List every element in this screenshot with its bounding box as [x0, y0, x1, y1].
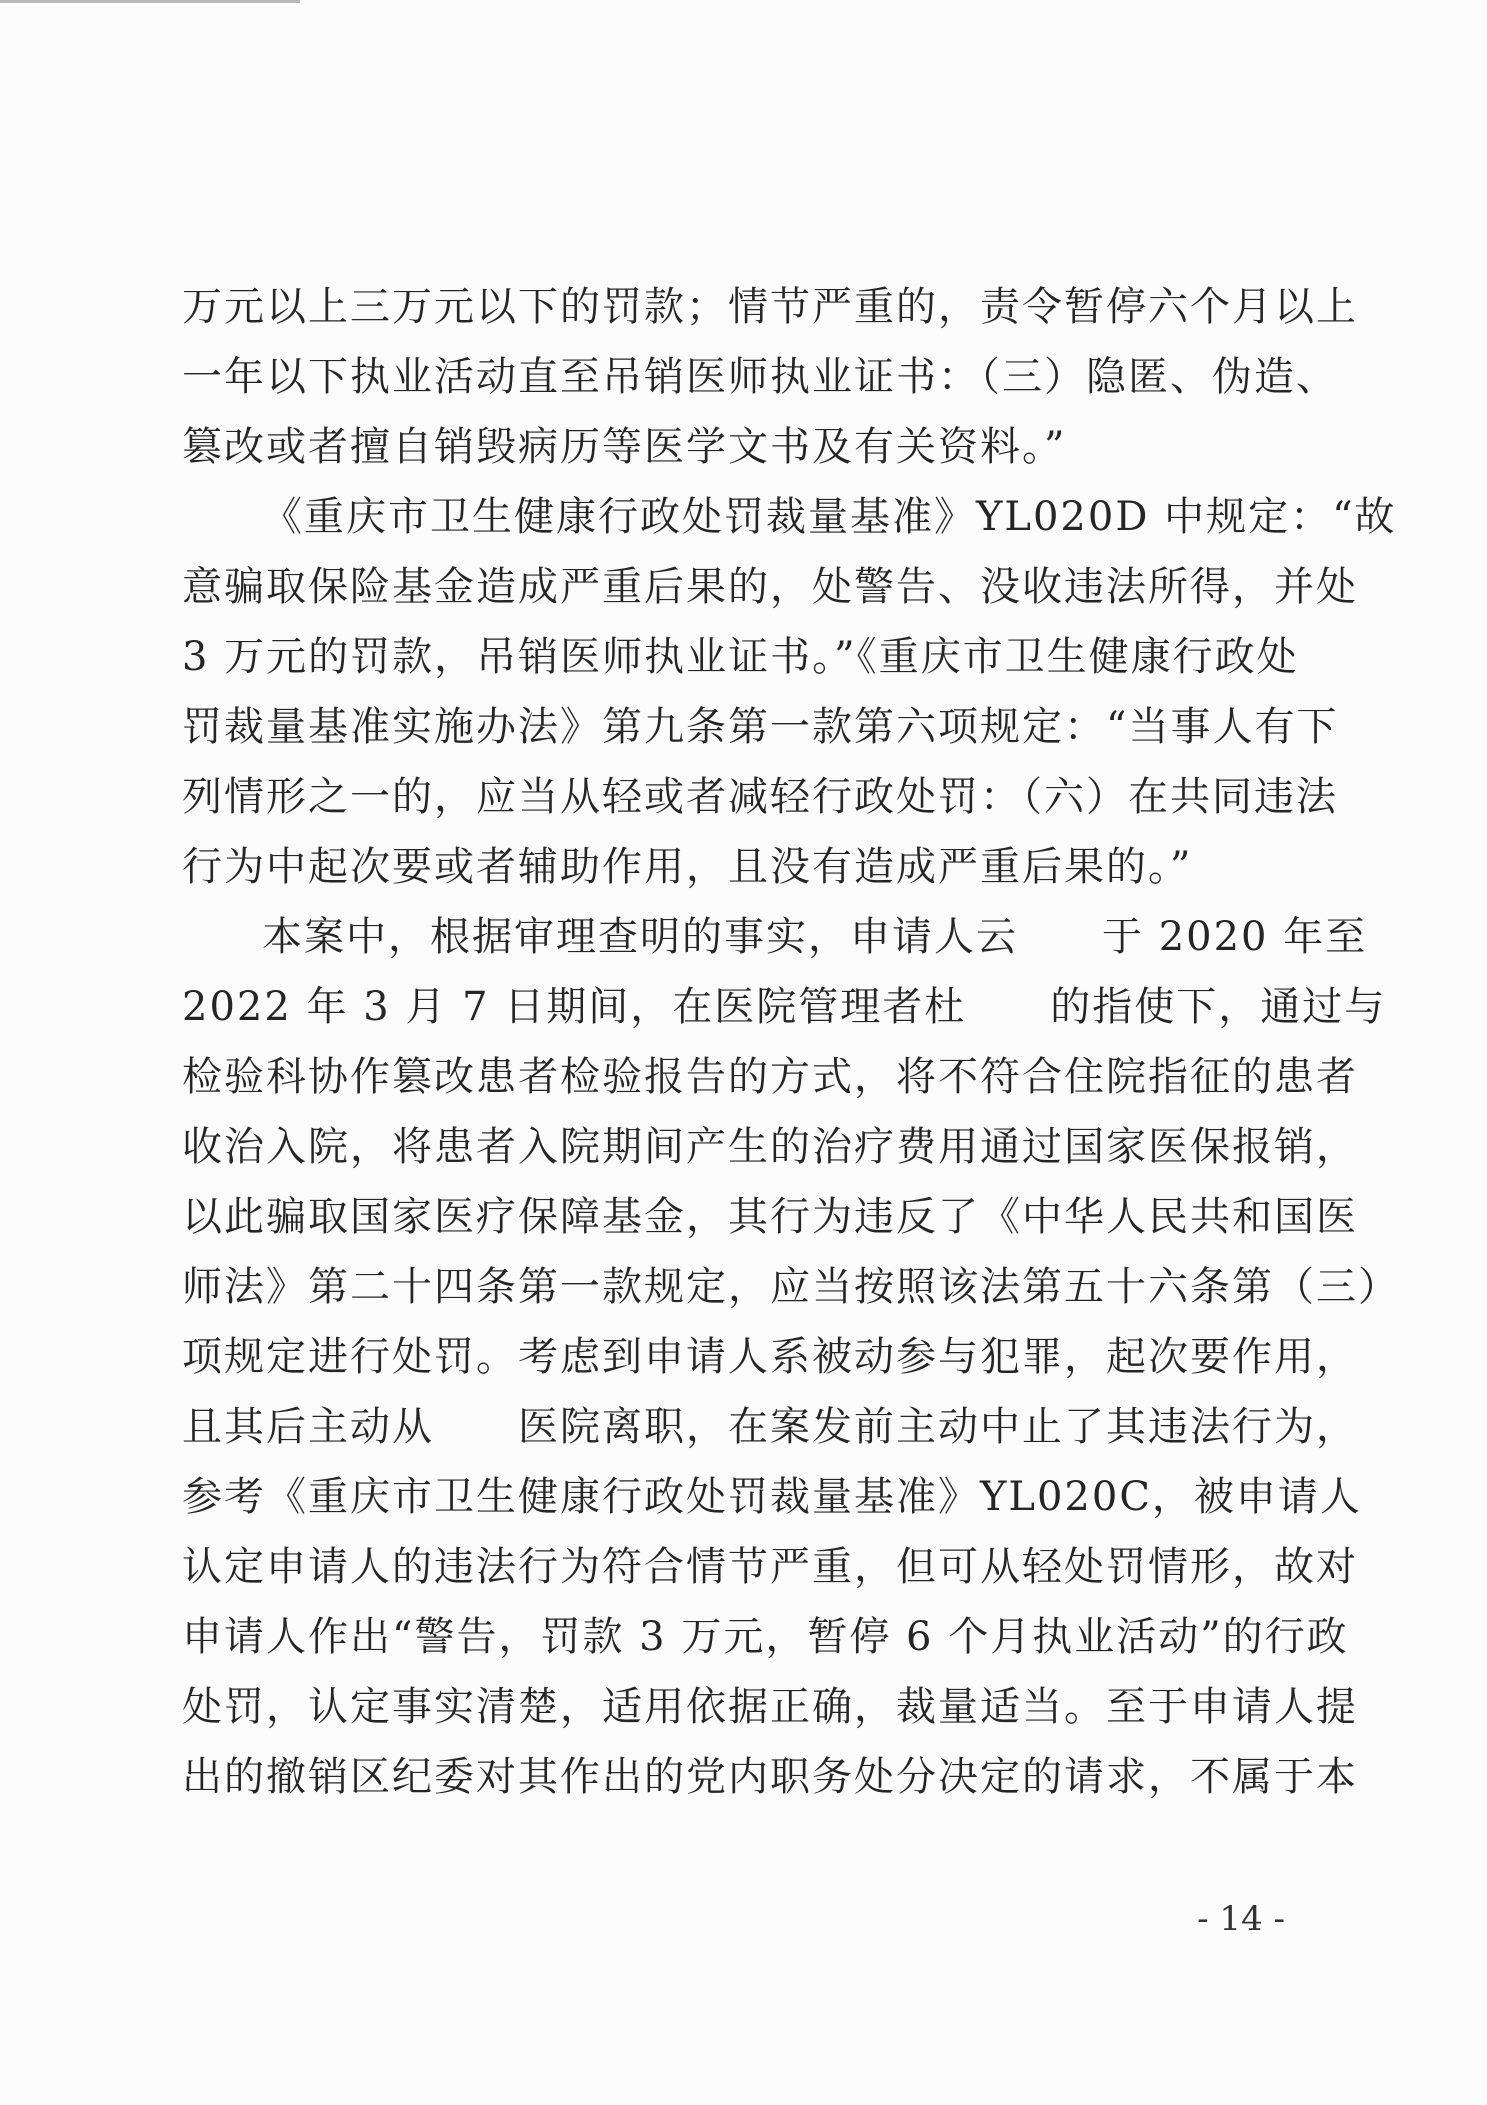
- body-line-2: 一年以下执业活动直至吊销医师执业证书：（三）隐匿、伪造、: [182, 354, 1338, 400]
- body-line-14: 以此骗取国家医疗保障基金，其行为违反了《中华人民共和国医: [182, 1194, 1358, 1240]
- body-line-3: 篡改或者擅自销毁病历等医学文书及有关资料。”: [182, 424, 1067, 470]
- body-line-8: 列情形之一的，应当从轻或者减轻行政处罚：（六）在共同违法: [182, 774, 1338, 820]
- body-line-1: 万元以上三万元以下的罚款；情节严重的，责令暂停六个月以上: [182, 284, 1358, 330]
- paragraph-start-line: 《重庆市卫生健康行政处罚裁量基准》YL020D 中规定：“故: [262, 494, 1397, 540]
- body-line-7: 罚裁量基准实施办法》第九条第一款第六项规定：“当事人有下: [182, 704, 1339, 750]
- scan-edge-line: [0, 0, 300, 3]
- body-line-6: 3 万元的罚款，吊销医师执业证书。”《重庆市卫生健康行政处: [182, 634, 1299, 680]
- body-line-17: 且其后主动从 医院离职，在案发前主动中止了其违法行为，: [182, 1404, 1358, 1450]
- body-line-21: 处罚，认定事实清楚，适用依据正确，裁量适当。至于申请人提: [182, 1684, 1358, 1730]
- body-line-20: 申请人作出“警告，罚款 3 万元，暂停 6 个月执业活动”的行政: [182, 1614, 1349, 1660]
- body-line-13: 收治入院，将患者入院期间产生的治疗费用通过国家医保报销，: [182, 1124, 1358, 1170]
- body-line-5: 意骗取保险基金造成严重后果的，处警告、没收违法所得，并处: [182, 564, 1358, 610]
- body-line-16: 项规定进行处罚。考虑到申请人系被动参与犯罪，起次要作用，: [182, 1334, 1358, 1380]
- body-line-12: 检验科协作篡改患者检验报告的方式，将不符合住院指征的患者: [182, 1054, 1358, 1100]
- body-line-19: 认定申请人的违法行为符合情节严重，但可从轻处罚情形，故对: [182, 1544, 1358, 1590]
- body-line-15: 师法》第二十四条第一款规定，应当按照该法第五十六条第（三）: [182, 1264, 1400, 1310]
- page-number: - 14 -: [1197, 1899, 1285, 1939]
- body-line-18: 参考《重庆市卫生健康行政处罚裁量基准》YL020C，被申请人: [182, 1474, 1362, 1520]
- paragraph-start-line: 本案中，根据审理查明的事实，申请人云 于 2020 年至: [262, 914, 1368, 960]
- body-line-22: 出的撤销区纪委对其作出的党内职务处分决定的请求，不属于本: [182, 1754, 1358, 1800]
- body-line-11: 2022 年 3 月 7 日期间，在医院管理者杜 的指使下，通过与: [182, 984, 1387, 1030]
- document-body: [182, 272, 1400, 1812]
- body-line-9: 行为中起次要或者辅助作用，且没有造成严重后果的。”: [182, 844, 1193, 890]
